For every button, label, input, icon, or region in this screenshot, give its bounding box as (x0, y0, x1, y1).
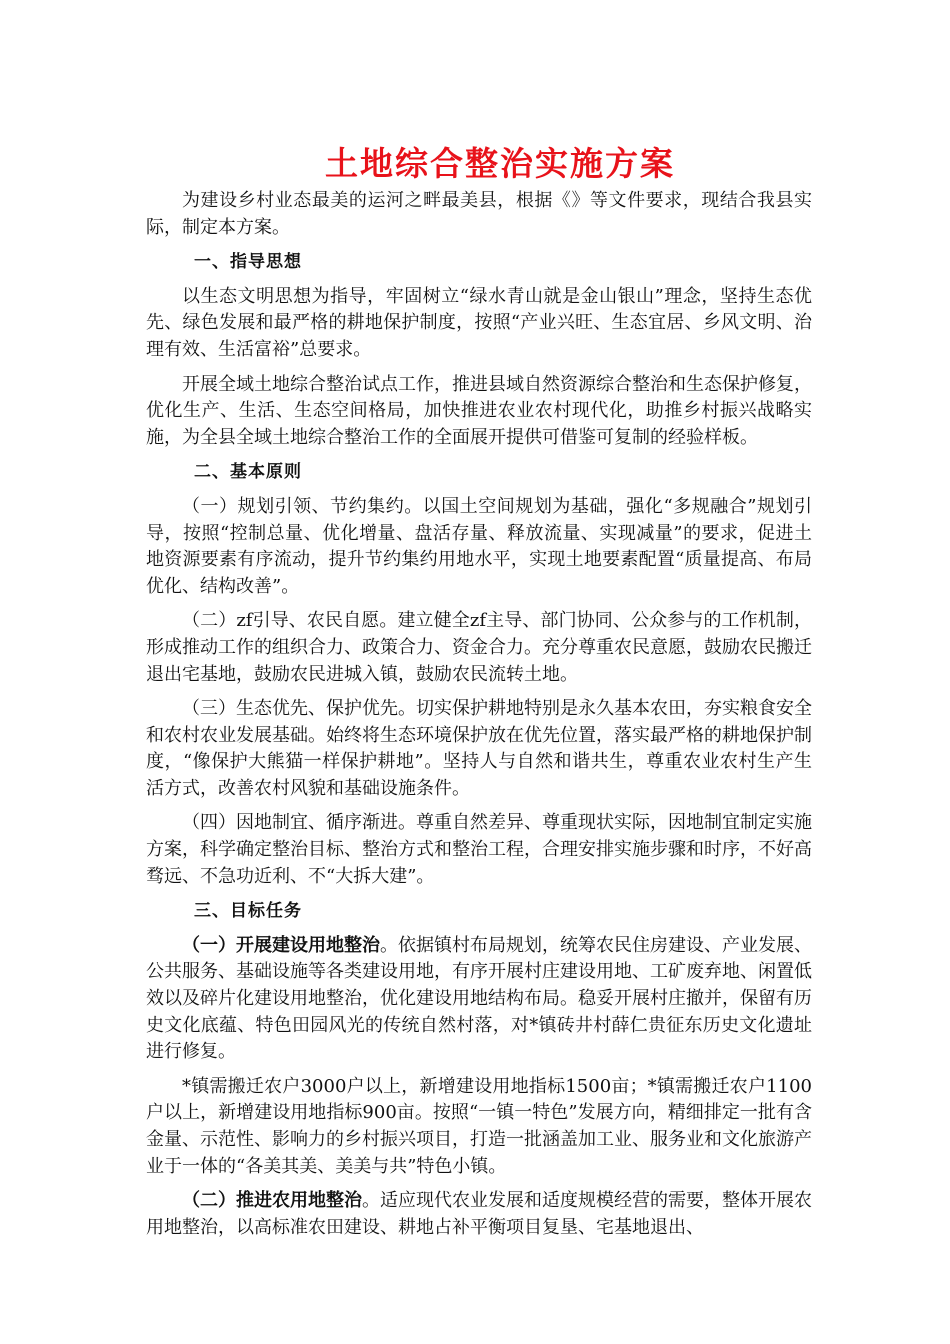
paragraph: 开展全域土地综合整治试点工作，推进县域自然资源综合整治和生态保护修复，优化生产、生活、生态空间格局，加快推进农业农村现代化，助推乡村振兴战略实施，为全县全域土地综合整治工作的全面展开提供可借鉴可复制的经验样板。 (146, 373, 812, 448)
paragraph: *镇需搬迁农户3000户以上，新增建设用地指标1500亩；*镇需搬迁农户1100户以上，新增建设用地指标900亩。按照“一镇一特色”发展方向，精细排定一批有含金量、示范性、影响力的乡村振兴项目，打造一批涵盖加工业、服务业和文化旅游产业于一体的“各美其美、美美与共”特色小镇。 (146, 1075, 812, 1177)
intro-paragraph: 为建设乡村业态最美的运河之畔最美县，根据《》等文件要求，现结合我县实际，制定本方案。 (146, 190, 812, 238)
paragraph: 以生态文明思想为指导，牢固树立“绿水青山就是金山银山”理念，坚持生态优先、绿色发展和最严格的耕地保护制度，按照“产业兴旺、生态宜居、乡风文明、治理有效、生活富裕”总要求。 (146, 285, 812, 360)
paragraph: （四）因地制宜、循序渐进。尊重自然差异、尊重现状实际，因地制宜制定实施方案，科学确定整治目标、整治方式和整治工程，合理安排实施步骤和时序，不好高骛远、不急功近利、不“大拆大建”。 (146, 812, 812, 887)
paragraph (146, 1188, 812, 1241)
paragraph-lead: （二）推进农用地整治 (182, 1190, 362, 1212)
paragraph-lead: （一）开展建设用地整治 (182, 934, 380, 956)
document-body (146, 188, 812, 1249)
paragraph (146, 933, 812, 1066)
paragraph: （三）生态优先、保护优先。切实保护耕地特别是永久基本农田，夯实粮食安全和农村农业发展基础。始终将生态环境保护放在优先位置，落实最严格的耕地保护制度，“像保护大熊猫一样保护耕地”。坚持人与自然和谐共生，尊重农业农村生产生活方式，改善农村风貌和基础设施条件。 (146, 698, 812, 799)
paragraph-text: 。依据镇村布局规划，统筹农民住房建设、产业发展、公共服务、基础设施等各类建设用地，有序开展村庄建设用地、工矿废弃地、闲置低效以及碎片化建设用地整治，优化建设用地结构布局。稳妥开展村庄撤并，保留有历史文化底蕴、特色田园风光的传统自然村落，对*镇砖井村薛仁贵征东历史文化遗址进行修复。 (146, 934, 812, 1063)
section-heading-basic-principles: 二、基本原则 (194, 462, 302, 483)
section-heading-objectives: 三、目标任务 (194, 901, 302, 922)
paragraph: （二）zf引导、农民自愿。建立健全zf主导、部门协同、公众参与的工作机制，形成推动工作的组织合力、政策合力、资金合力。充分尊重农民意愿，鼓励农民搬迁退出宅基地，鼓励农民进城入镇，鼓励农民流转土地。 (146, 610, 812, 685)
document-title: 土地综合整治实施方案 (325, 144, 675, 183)
section-heading-guiding-ideology: 一、指导思想 (194, 252, 302, 273)
paragraph-text: 。适应现代农业发展和适度规模经营的需要，整体开展农用地整治，以高标准农田建设、耕地占补平衡项目复垦、宅基地退出、 (146, 1190, 812, 1238)
paragraph: （一）规划引领、节约集约。以国土空间规划为基础，强化“多规融合”规划引导，按照“控制总量、优化增量、盘活存量、释放流量、实现减量”的要求，促进土地资源要素有序流动，提升节约集约用地水平，实现土地要素配置“质量提高、布局优化、结构改善”。 (146, 495, 812, 597)
